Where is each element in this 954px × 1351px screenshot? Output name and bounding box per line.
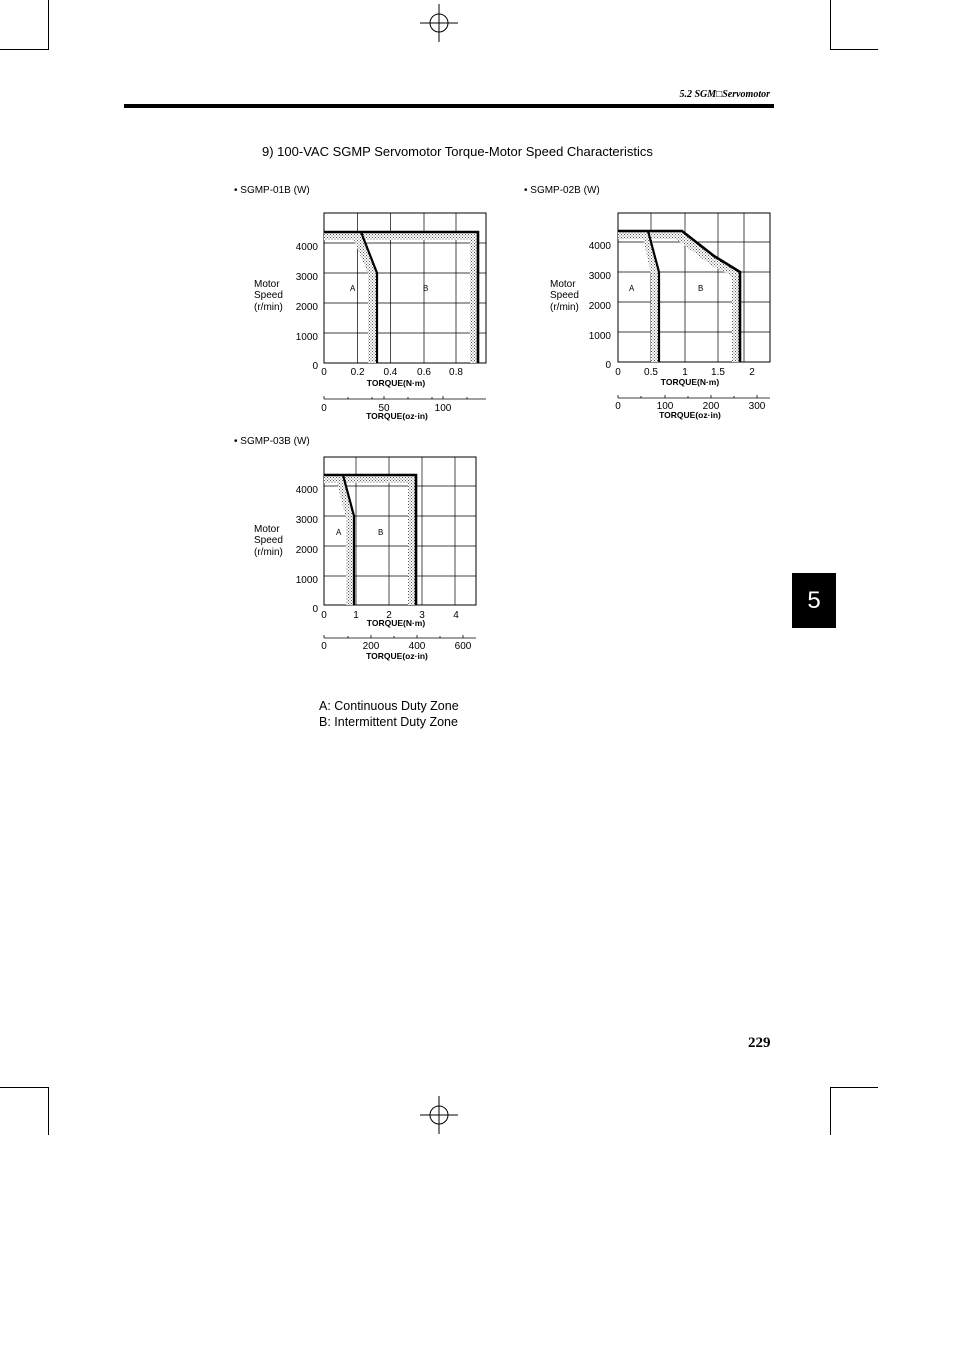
chapter-tab: [792, 573, 836, 628]
x-axis-label: TORQUE(N·m): [366, 618, 426, 628]
x-tick-label: 0.5: [644, 367, 658, 378]
intermittent-boundary: [324, 232, 478, 363]
x2-tick-label: 200: [702, 401, 720, 412]
y-axis-label-line: Motor: [550, 279, 576, 290]
intermittent-boundary: [618, 231, 740, 362]
hatch-continuous-band: [337, 475, 354, 605]
secondary-axis: [324, 635, 476, 638]
y-axis-label-line: Speed: [254, 535, 283, 546]
y-tick-label: 0: [605, 360, 611, 371]
x-tick-label: 4: [453, 610, 459, 621]
chart-sgmp-01b: [254, 213, 486, 421]
hatch-continuous-band: [643, 231, 659, 362]
chart-sgmp-03b: [254, 457, 476, 661]
page-number: 229: [748, 1035, 771, 1051]
x-axis-label: TORQUE(N·m): [366, 378, 426, 388]
x2-tick-label: 600: [454, 641, 472, 652]
section-title: 9) 100-VAC SGMP Servomotor Torque-Motor Speed Characteristics: [262, 144, 653, 159]
x2-tick-label: 0: [321, 403, 327, 414]
chart-sgmp-02b: [550, 213, 770, 420]
x-tick-label: 0.6: [417, 367, 431, 378]
x2-tick-label: 50: [378, 403, 390, 414]
x-tick-label: 1: [353, 610, 359, 621]
zone-label-a: A: [629, 284, 635, 293]
chapter-tab-number: 5: [807, 586, 821, 614]
x2-tick-label: 400: [408, 641, 426, 652]
x2-tick-label: 100: [434, 403, 452, 414]
y-axis-label-line: (r/min): [254, 547, 283, 558]
x-tick-label: 3: [419, 610, 425, 621]
intermittent-boundary: [324, 475, 416, 605]
chart-title-sgmp-01b: • SGMP-01B (W): [234, 185, 310, 196]
y-axis-label-line: (r/min): [550, 302, 579, 313]
x2-tick-label: 0: [321, 641, 327, 652]
zone-label-a: A: [350, 284, 356, 293]
x2-axis-label: TORQUE(oz·in): [366, 411, 428, 421]
y-tick-label: 4000: [588, 241, 611, 252]
legend-intermittent-duty: B: Intermittent Duty Zone: [319, 715, 458, 729]
legend-continuous-duty: A: Continuous Duty Zone: [319, 699, 459, 713]
x-tick-label: 2: [386, 610, 392, 621]
secondary-axis: [618, 395, 770, 398]
x-tick-label: 0.2: [350, 367, 365, 378]
x2-tick-label: 100: [656, 401, 674, 412]
zone-label-b: B: [378, 528, 384, 537]
y-axis-label-line: (r/min): [254, 302, 283, 313]
x-tick-label: 1.5: [711, 367, 725, 378]
y-tick-label: 4000: [295, 242, 318, 253]
y-tick-label: 4000: [295, 485, 318, 496]
chart-title-sgmp-02b: • SGMP-02B (W): [524, 185, 600, 196]
y-tick-label: 1000: [295, 332, 318, 343]
y-tick-label: 3000: [295, 272, 318, 283]
y-tick-label: 1000: [295, 575, 318, 586]
y-tick-label: 0: [312, 361, 318, 372]
x2-tick-label: 200: [362, 641, 380, 652]
x-tick-label: 0: [321, 367, 327, 378]
x-tick-label: 0: [321, 610, 327, 621]
secondary-axis: [324, 396, 486, 399]
chart-title-sgmp-03b: • SGMP-03B (W): [234, 436, 310, 447]
section-header-label: 5.2 SGM□Servomotor: [679, 89, 770, 100]
x2-axis-label: TORQUE(oz·in): [659, 410, 721, 420]
y-tick-label: 3000: [295, 515, 318, 526]
y-axis-label-line: Speed: [550, 290, 579, 301]
y-axis-label-line: Speed: [254, 290, 283, 301]
zone-label-a: A: [336, 528, 342, 537]
x2-tick-label: 0: [615, 401, 621, 412]
x-tick-label: 2: [749, 367, 755, 378]
x-tick-label: 0.8: [449, 367, 463, 378]
x2-tick-label: 300: [748, 401, 766, 412]
y-tick-label: 2000: [588, 301, 611, 312]
y-tick-label: 3000: [588, 271, 611, 282]
y-tick-label: 2000: [295, 302, 318, 313]
x-tick-label: 0: [615, 367, 621, 378]
zone-label-b: B: [423, 284, 429, 293]
y-tick-label: 0: [312, 604, 318, 615]
x-axis-label: TORQUE(N·m): [660, 377, 720, 387]
y-tick-label: 2000: [295, 545, 318, 556]
y-tick-label: 1000: [588, 331, 611, 342]
y-axis-label-line: Motor: [254, 279, 280, 290]
x-tick-label: 1: [682, 367, 688, 378]
y-axis-label-line: Motor: [254, 524, 280, 535]
zone-label-b: B: [698, 284, 704, 293]
x2-axis-label: TORQUE(oz·in): [366, 651, 428, 661]
x-tick-label: 0.4: [383, 367, 398, 378]
